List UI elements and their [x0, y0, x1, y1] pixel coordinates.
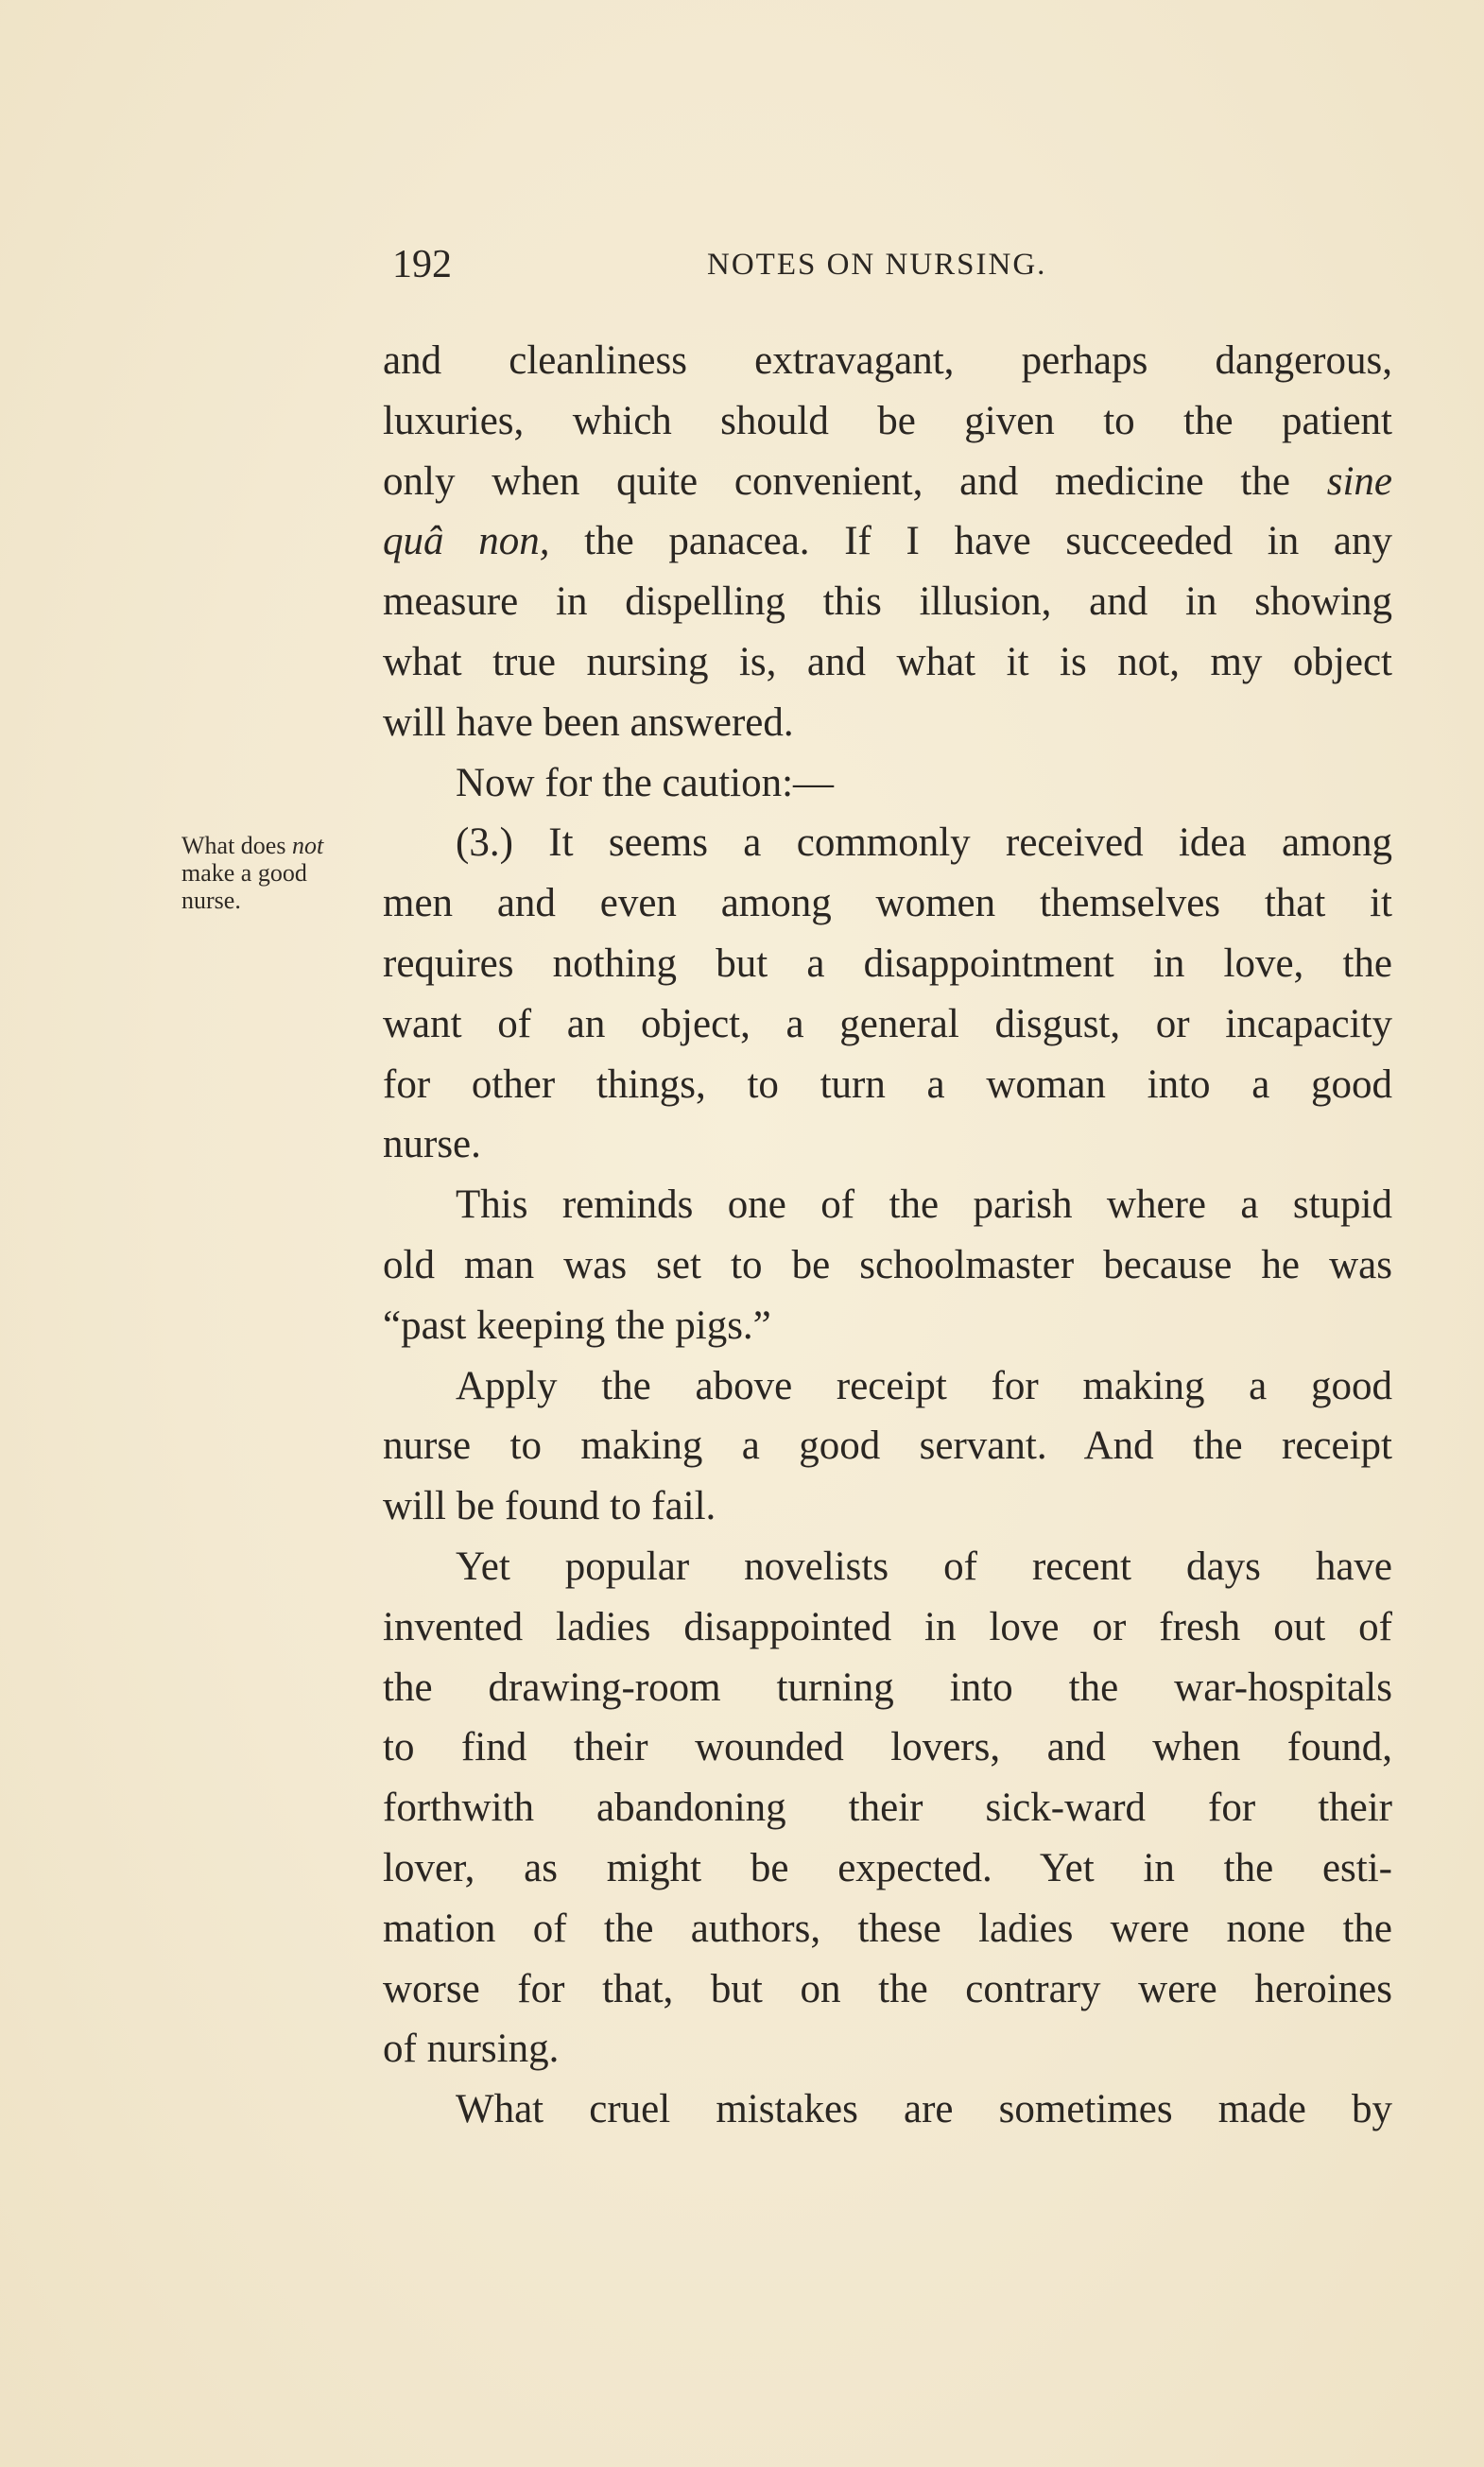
- text-line: of nursing.: [383, 2027, 560, 2072]
- text-line: old man was set to be schoolmaster because he was: [383, 1242, 1392, 1287]
- text-line: invented ladies disappointed in love or fresh out of: [383, 1604, 1392, 1649]
- text-line: forthwith abandoning their sick-ward for their: [383, 1786, 1392, 1831]
- text-line: (3.) It seems a commonly received idea among: [456, 820, 1392, 866]
- text-line: requires nothing but a disappointment in love, the: [383, 940, 1392, 986]
- text-line: luxuries, which should be given to the patient: [383, 398, 1392, 443]
- margin-note-line-3: nurse.: [181, 887, 241, 914]
- text-line: nurse to making a good servant. And the receipt: [383, 1423, 1392, 1469]
- text-line: lover, as might be expected. Yet in the esti-: [383, 1845, 1392, 1890]
- text-line: will have been answered.: [383, 699, 794, 745]
- text-line: and cleanliness extravagant, perhaps dangerous,: [383, 338, 1392, 383]
- text-line: to find their wounded lovers, and when found,: [383, 1725, 1392, 1770]
- text-line: will be found to fail.: [383, 1484, 716, 1529]
- text-line: measure in dispelling this illusion, and in showing: [383, 579, 1392, 625]
- margin-note-line-1: What does not: [181, 832, 324, 859]
- margin-note-line-2: make a good: [181, 859, 307, 887]
- running-head: NOTES ON NURSING.: [707, 248, 1047, 282]
- margin-note: [181, 832, 389, 914]
- body-text: [383, 331, 1392, 2140]
- text-line: “past keeping the pigs.”: [383, 1303, 771, 1348]
- text-line: This reminds one of the parish where a stupid: [456, 1182, 1392, 1228]
- text-line: for other things, to turn a woman into a good: [383, 1061, 1392, 1107]
- text-line: want of an object, a general disgust, or incapacity: [383, 1001, 1392, 1046]
- page-number: 192: [392, 243, 452, 286]
- text-line: nurse.: [383, 1122, 481, 1167]
- text-line: the drawing-room turning into the war-hospitals: [383, 1665, 1392, 1710]
- text-line: Now for the caution:—: [456, 760, 835, 805]
- text-line: men and even among women themselves that it: [383, 881, 1392, 926]
- text-line: mation of the authors, these ladies were none the: [383, 1906, 1392, 1951]
- text-line: Apply the above receipt for making a good: [456, 1363, 1392, 1408]
- text-line: Yet popular novelists of recent days have: [456, 1544, 1392, 1589]
- text-line: worse for that, but on the contrary were heroines: [383, 1966, 1392, 2011]
- page-header: [383, 242, 1392, 299]
- text-line: What cruel mistakes are sometimes made by: [456, 2087, 1392, 2132]
- text-line: only when quite convenient, and medicine the sine: [383, 458, 1392, 504]
- text-line: what true nursing is, and what it is not, my object: [383, 639, 1392, 684]
- text-line: quâ non, the panacea. If I have succeeded in any: [383, 519, 1392, 564]
